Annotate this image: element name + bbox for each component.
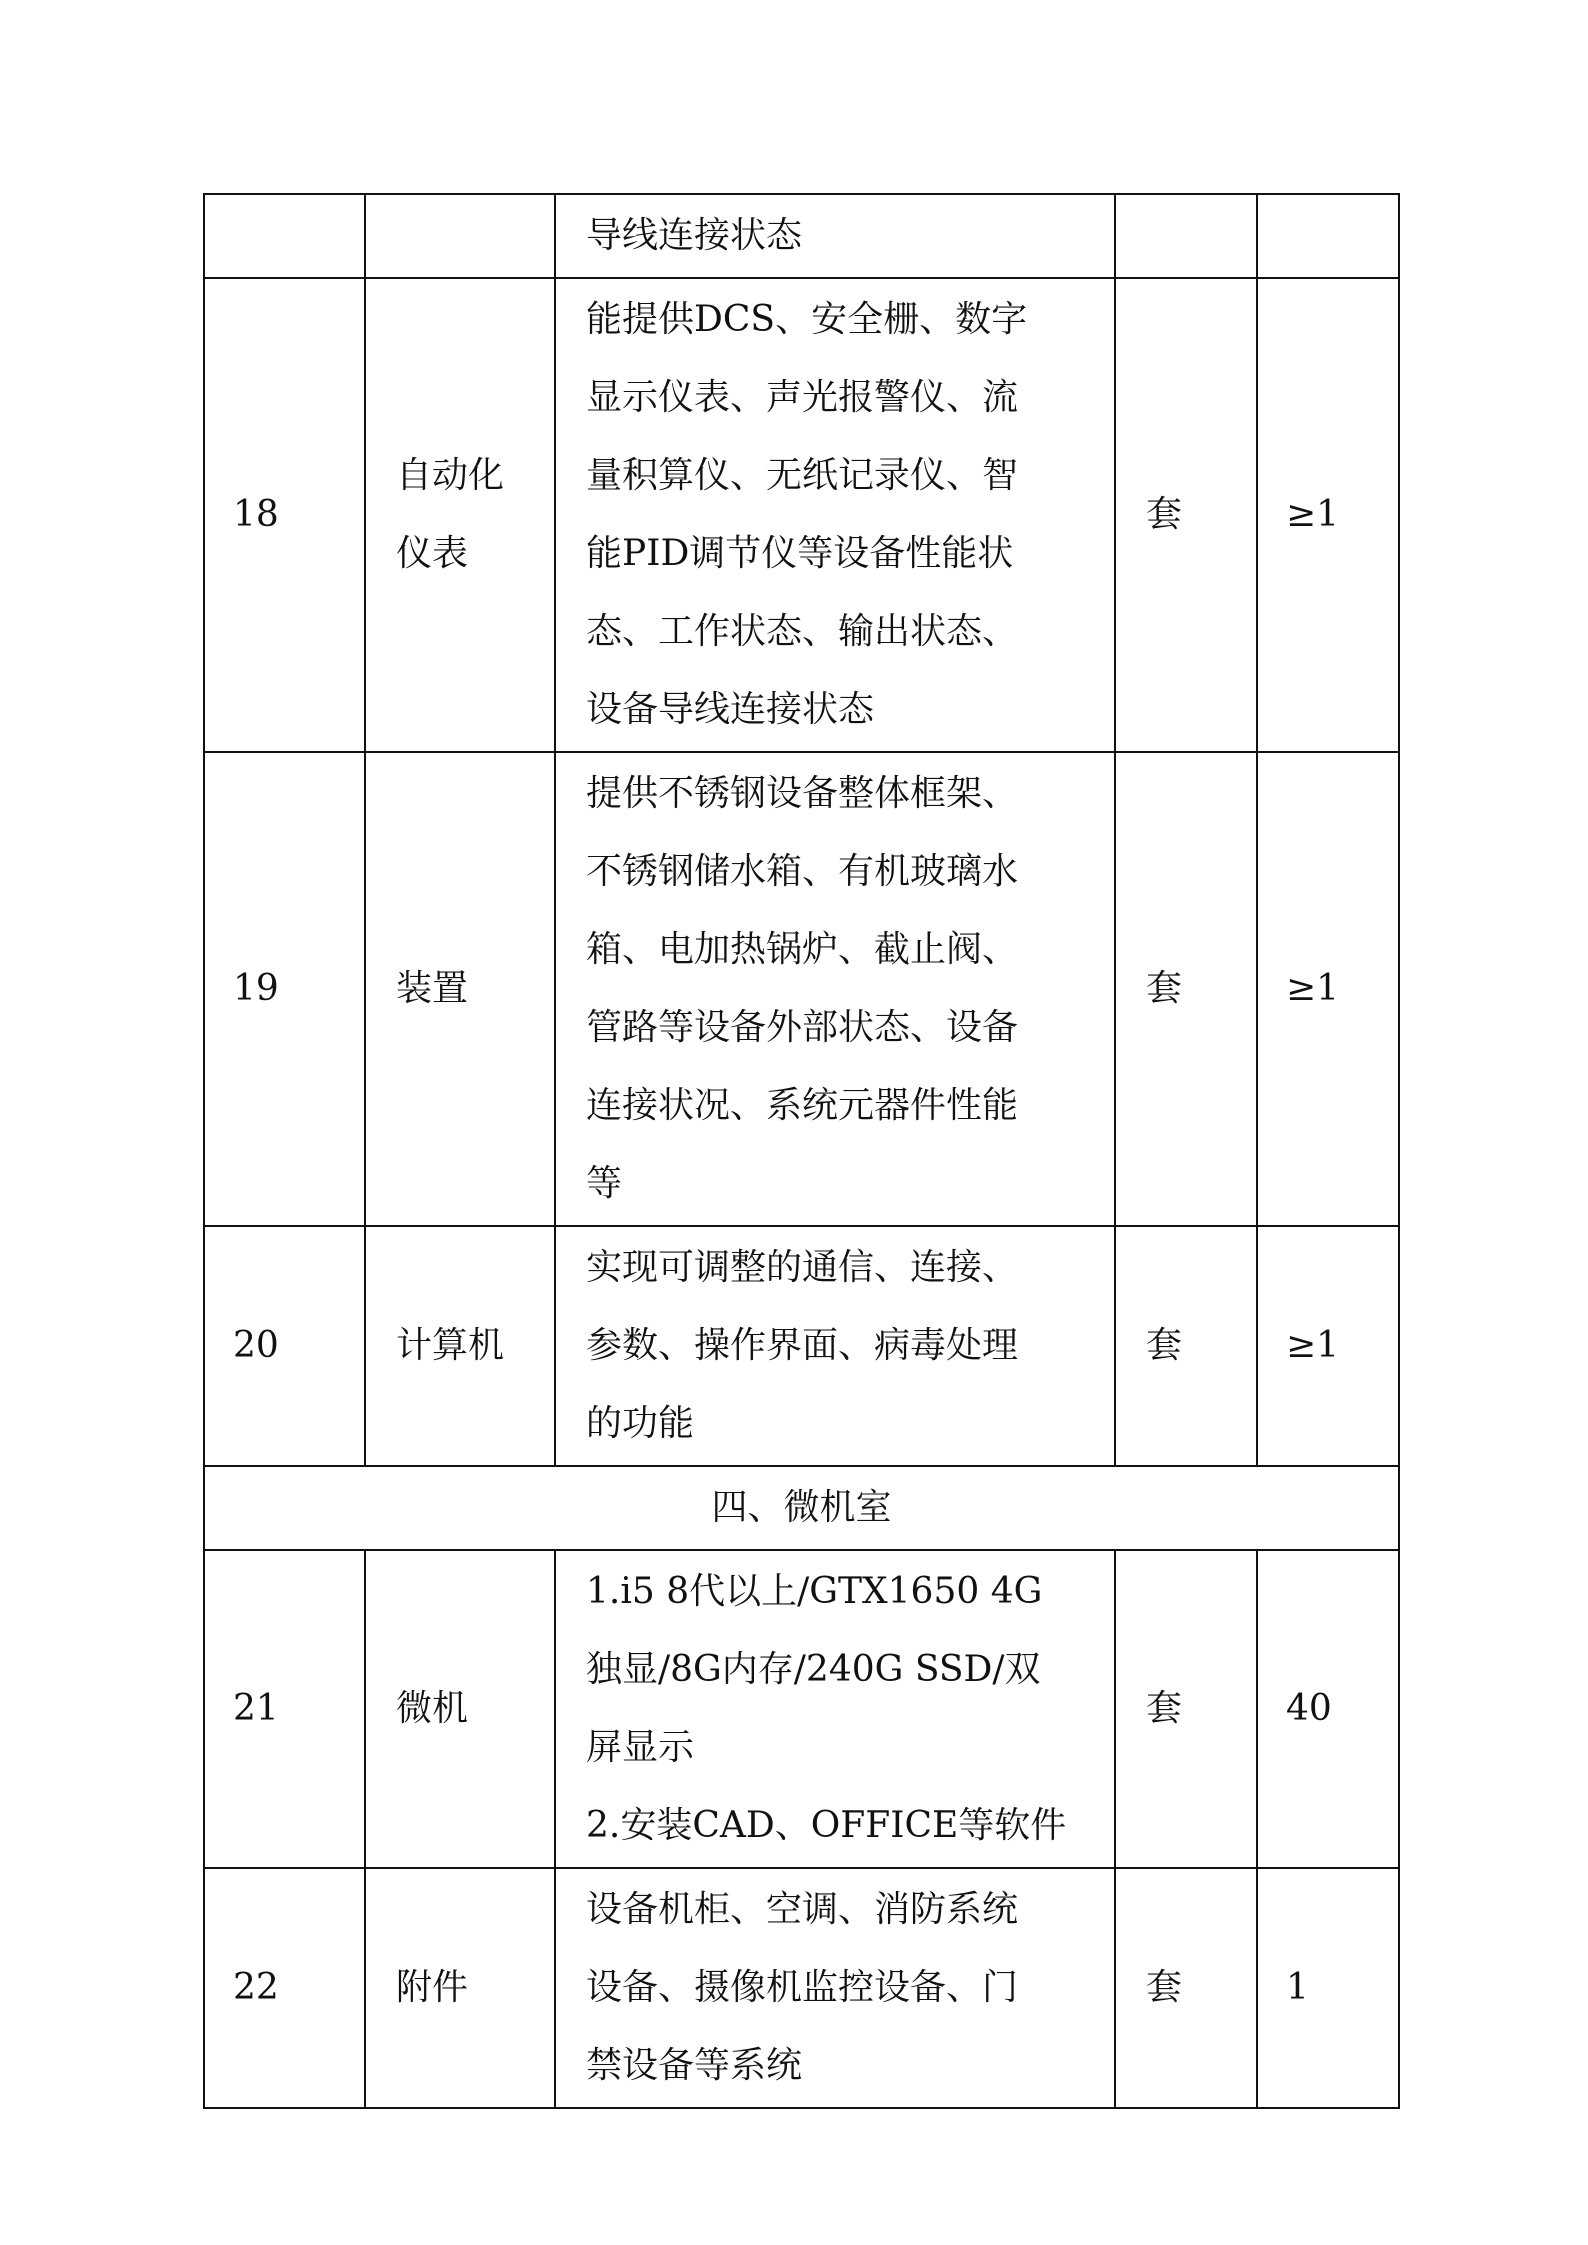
name-line: 自动化 <box>396 455 505 496</box>
row-quantity-cell: 1 <box>1257 1868 1399 2108</box>
description-line: 1.i5 8代以上/GTX1650 4G <box>586 1571 1043 1612</box>
row-name-cell <box>365 1550 555 1868</box>
row-number-cell: 19 <box>204 752 365 1226</box>
description-line: 导线连接状态 <box>586 215 803 256</box>
row-unit-cell: 套 <box>1115 752 1257 1226</box>
name-line: 附件 <box>396 1967 469 2008</box>
section-title: 四、微机室 <box>204 1466 1399 1550</box>
table-row-continuation <box>204 194 1399 278</box>
row-description-cell <box>555 278 1115 752</box>
row-name-cell <box>365 194 555 278</box>
description-line: 参数、操作界面、病毒处理 <box>586 1325 1019 1366</box>
description-line: 显示仪表、声光报警仪、流 <box>586 377 1019 418</box>
table-row-18 <box>204 278 1399 752</box>
row-quantity-cell: ≥1 <box>1257 1226 1399 1466</box>
table-row-19 <box>204 752 1399 1226</box>
row-unit-cell: 套 <box>1115 278 1257 752</box>
row-description-cell <box>555 194 1115 278</box>
equipment-table <box>203 193 1400 2109</box>
row-number-cell <box>204 194 365 278</box>
name-line: 仪表 <box>396 533 469 574</box>
row-number-cell: 20 <box>204 1226 365 1466</box>
description-line: 禁设备等系统 <box>586 2045 803 2086</box>
row-unit-cell <box>1115 194 1257 278</box>
description-line: 的功能 <box>586 1403 695 1444</box>
description-line: 能PID调节仪等设备性能状 <box>586 533 1014 574</box>
name-line: 计算机 <box>396 1325 505 1366</box>
table-row-22 <box>204 1868 1399 2108</box>
table-row-20 <box>204 1226 1399 1466</box>
row-unit-cell: 套 <box>1115 1550 1257 1868</box>
row-name-cell <box>365 1868 555 2108</box>
description-line: 设备导线连接状态 <box>586 689 875 730</box>
row-number-cell: 22 <box>204 1868 365 2108</box>
description-line: 不锈钢储水箱、有机玻璃水 <box>586 851 1019 892</box>
row-name-cell <box>365 752 555 1226</box>
name-line: 装置 <box>396 968 469 1009</box>
row-description-cell <box>555 1550 1115 1868</box>
description-line: 管路等设备外部状态、设备 <box>586 1007 1019 1048</box>
row-quantity-cell: ≥1 <box>1257 278 1399 752</box>
description-line: 态、工作状态、输出状态、 <box>586 611 1019 652</box>
row-quantity-cell: ≥1 <box>1257 752 1399 1226</box>
description-line: 箱、电加热锅炉、截止阀、 <box>586 929 1019 970</box>
description-line: 提供不锈钢设备整体框架、 <box>586 773 1019 814</box>
description-line: 设备、摄像机监控设备、门 <box>586 1967 1019 2008</box>
row-number-cell: 18 <box>204 278 365 752</box>
name-line: 微机 <box>396 1688 469 1729</box>
description-line: 屏显示 <box>586 1727 695 1768</box>
row-number-cell: 21 <box>204 1550 365 1868</box>
description-line: 等 <box>586 1163 623 1204</box>
row-description-cell <box>555 1226 1115 1466</box>
description-line: 2.安装CAD、OFFICE等软件 <box>586 1805 1067 1846</box>
row-unit-cell: 套 <box>1115 1868 1257 2108</box>
description-line: 能提供DCS、安全栅、数字 <box>586 299 1028 340</box>
description-line: 独显/8G内存/240G SSD/双 <box>586 1649 1041 1690</box>
row-description-cell <box>555 1868 1115 2108</box>
table-row-21 <box>204 1550 1399 1868</box>
row-quantity-cell <box>1257 194 1399 278</box>
description-line: 设备机柜、空调、消防系统 <box>586 1889 1019 1930</box>
row-description-cell <box>555 752 1115 1226</box>
row-name-cell <box>365 1226 555 1466</box>
row-name-cell <box>365 278 555 752</box>
description-line: 量积算仪、无纸记录仪、智 <box>586 455 1019 496</box>
row-unit-cell: 套 <box>1115 1226 1257 1466</box>
description-line: 实现可调整的通信、连接、 <box>586 1247 1019 1288</box>
description-line: 连接状况、系统元器件性能 <box>586 1085 1019 1126</box>
section-header-row <box>204 1466 1399 1550</box>
row-quantity-cell: 40 <box>1257 1550 1399 1868</box>
